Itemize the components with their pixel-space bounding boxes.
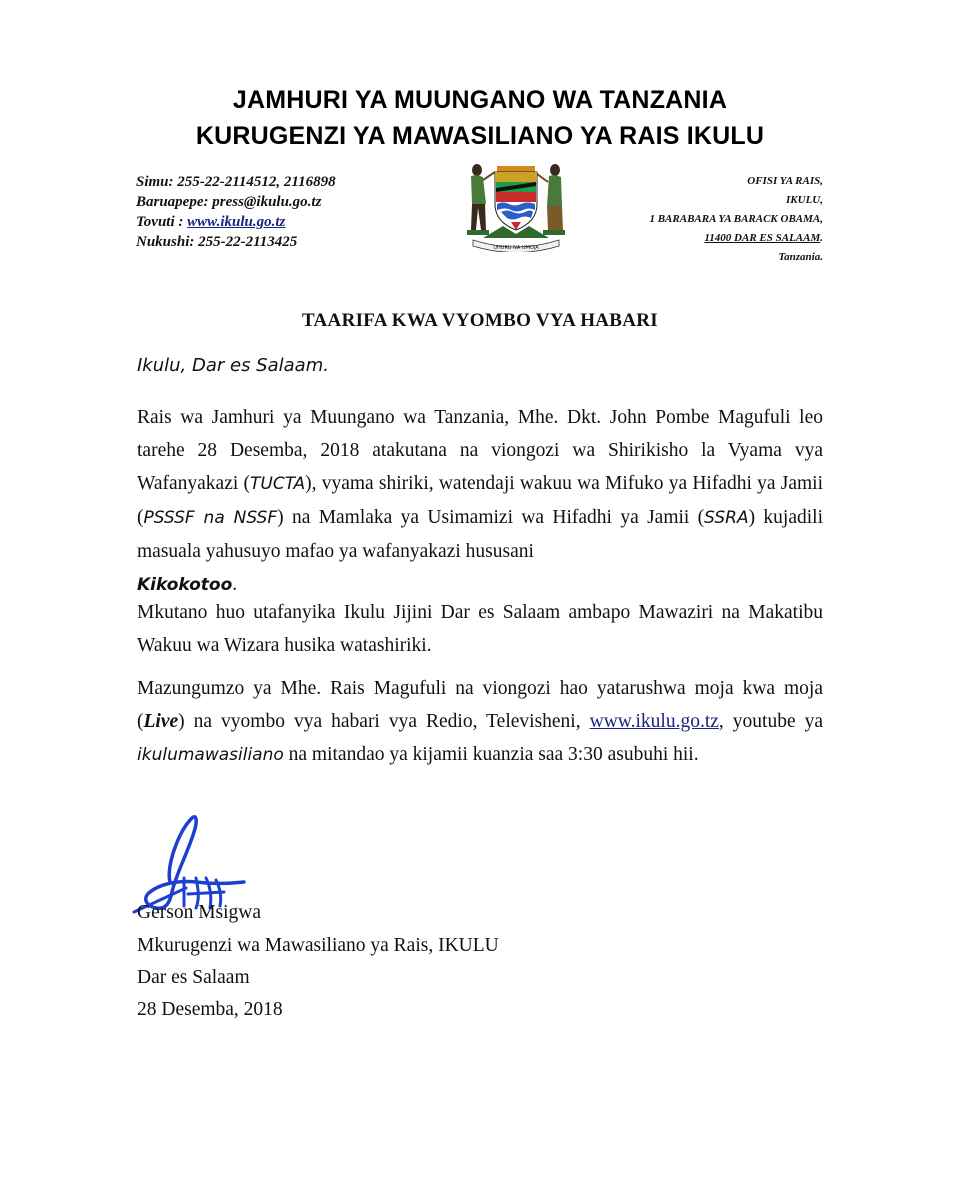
coat-right-figure: [537, 164, 565, 235]
address-line-3: 1 BARABARA YA BARACK OBAMA,: [649, 213, 823, 225]
coat-of-arms-icon: [463, 160, 569, 252]
address-line-2: IKULU,: [786, 194, 823, 206]
paragraph-2: Mkutano huo utafanyika Ikulu Jijini Dar es Salaam ambapo Mawaziri na Makatibu Wakuu wa Wizara husika watashiriki.: [137, 602, 823, 656]
contact-email: Baruapepe: press@ikulu.go.tz: [136, 194, 322, 210]
signatory-title: Mkurugenzi wa Mawasiliano ya Rais, IKULU: [137, 935, 499, 956]
header-line-2: KURUGENZI YA MAWASILIANO YA RAIS IKULU: [195, 122, 765, 150]
header-line-1: JAMHURI YA MUUNGANO WA TANZANIA: [232, 86, 728, 114]
address-line-4: 11400 DAR ES SALAAM.: [704, 232, 823, 244]
website-link[interactable]: www.ikulu.go.tz: [187, 214, 286, 230]
address-block: [649, 172, 823, 267]
paragraph-1: Rais wa Jamhuri ya Muungano wa Tanzania, Mhe. Dkt. John Pombe Magufuli leo tarehe 28 Desemba, 2018 atakutana na viongozi wa Shirikisho la Vyama vya Wafanyakazi (TUCTA), vyama shiriki, watendaji wakuu wa Mifuko ya Hifadhi ya Jamii (PSSSF na NSSF) na Mamlaka ya Usimamizi wa Hifadhi ya Jamii (SSRA) kujadili masuala yahusuyo mafao ya wafanyakazi hususani Kikokotoo.: [137, 407, 823, 595]
contact-website: [136, 212, 336, 232]
dateline: Ikulu, Dar es Salaam.: [137, 355, 329, 376]
coat-left-figure: [467, 164, 495, 235]
contact-block: [136, 172, 336, 252]
coat-motto: UHURU NA UMOJA: [493, 245, 539, 251]
ikulu-website-link[interactable]: www.ikulu.go.tz: [589, 711, 719, 732]
signatory-place: Dar es Salaam: [137, 967, 250, 988]
address-postcode: 11400 DAR ES SALAAM: [704, 232, 821, 244]
website-label: Tovuti :: [136, 214, 188, 230]
signatory-name: Gerson Msigwa: [137, 902, 262, 923]
contact-phone: Simu: 255-22-2114512, 2116898: [136, 174, 336, 190]
contact-fax: Nukushi: 255-22-2113425: [136, 234, 298, 250]
press-release-title: TAARIFA KWA VYOMBO VYA HABARI: [301, 310, 659, 331]
address-line-1: OFISI YA RAIS,: [747, 175, 823, 187]
address-line-5: Tanzania.: [778, 251, 823, 263]
coat-shield: [495, 166, 537, 230]
kikokotoo-term: Kikokotoo: [137, 575, 233, 595]
signatory-date: 28 Desemba, 2018: [137, 999, 283, 1020]
paragraph-3: Mazungumzo ya Mhe. Rais Magufuli na viongozi hao yatarushwa moja kwa moja (Live) na vyombo vya habari vya Redio, Televisheni, www.ikulu.go.tz, youtube ya ikulumawasiliano na mitandao ya kijamii kuanzia saa 3:30 asubuhi hii.: [137, 678, 824, 765]
